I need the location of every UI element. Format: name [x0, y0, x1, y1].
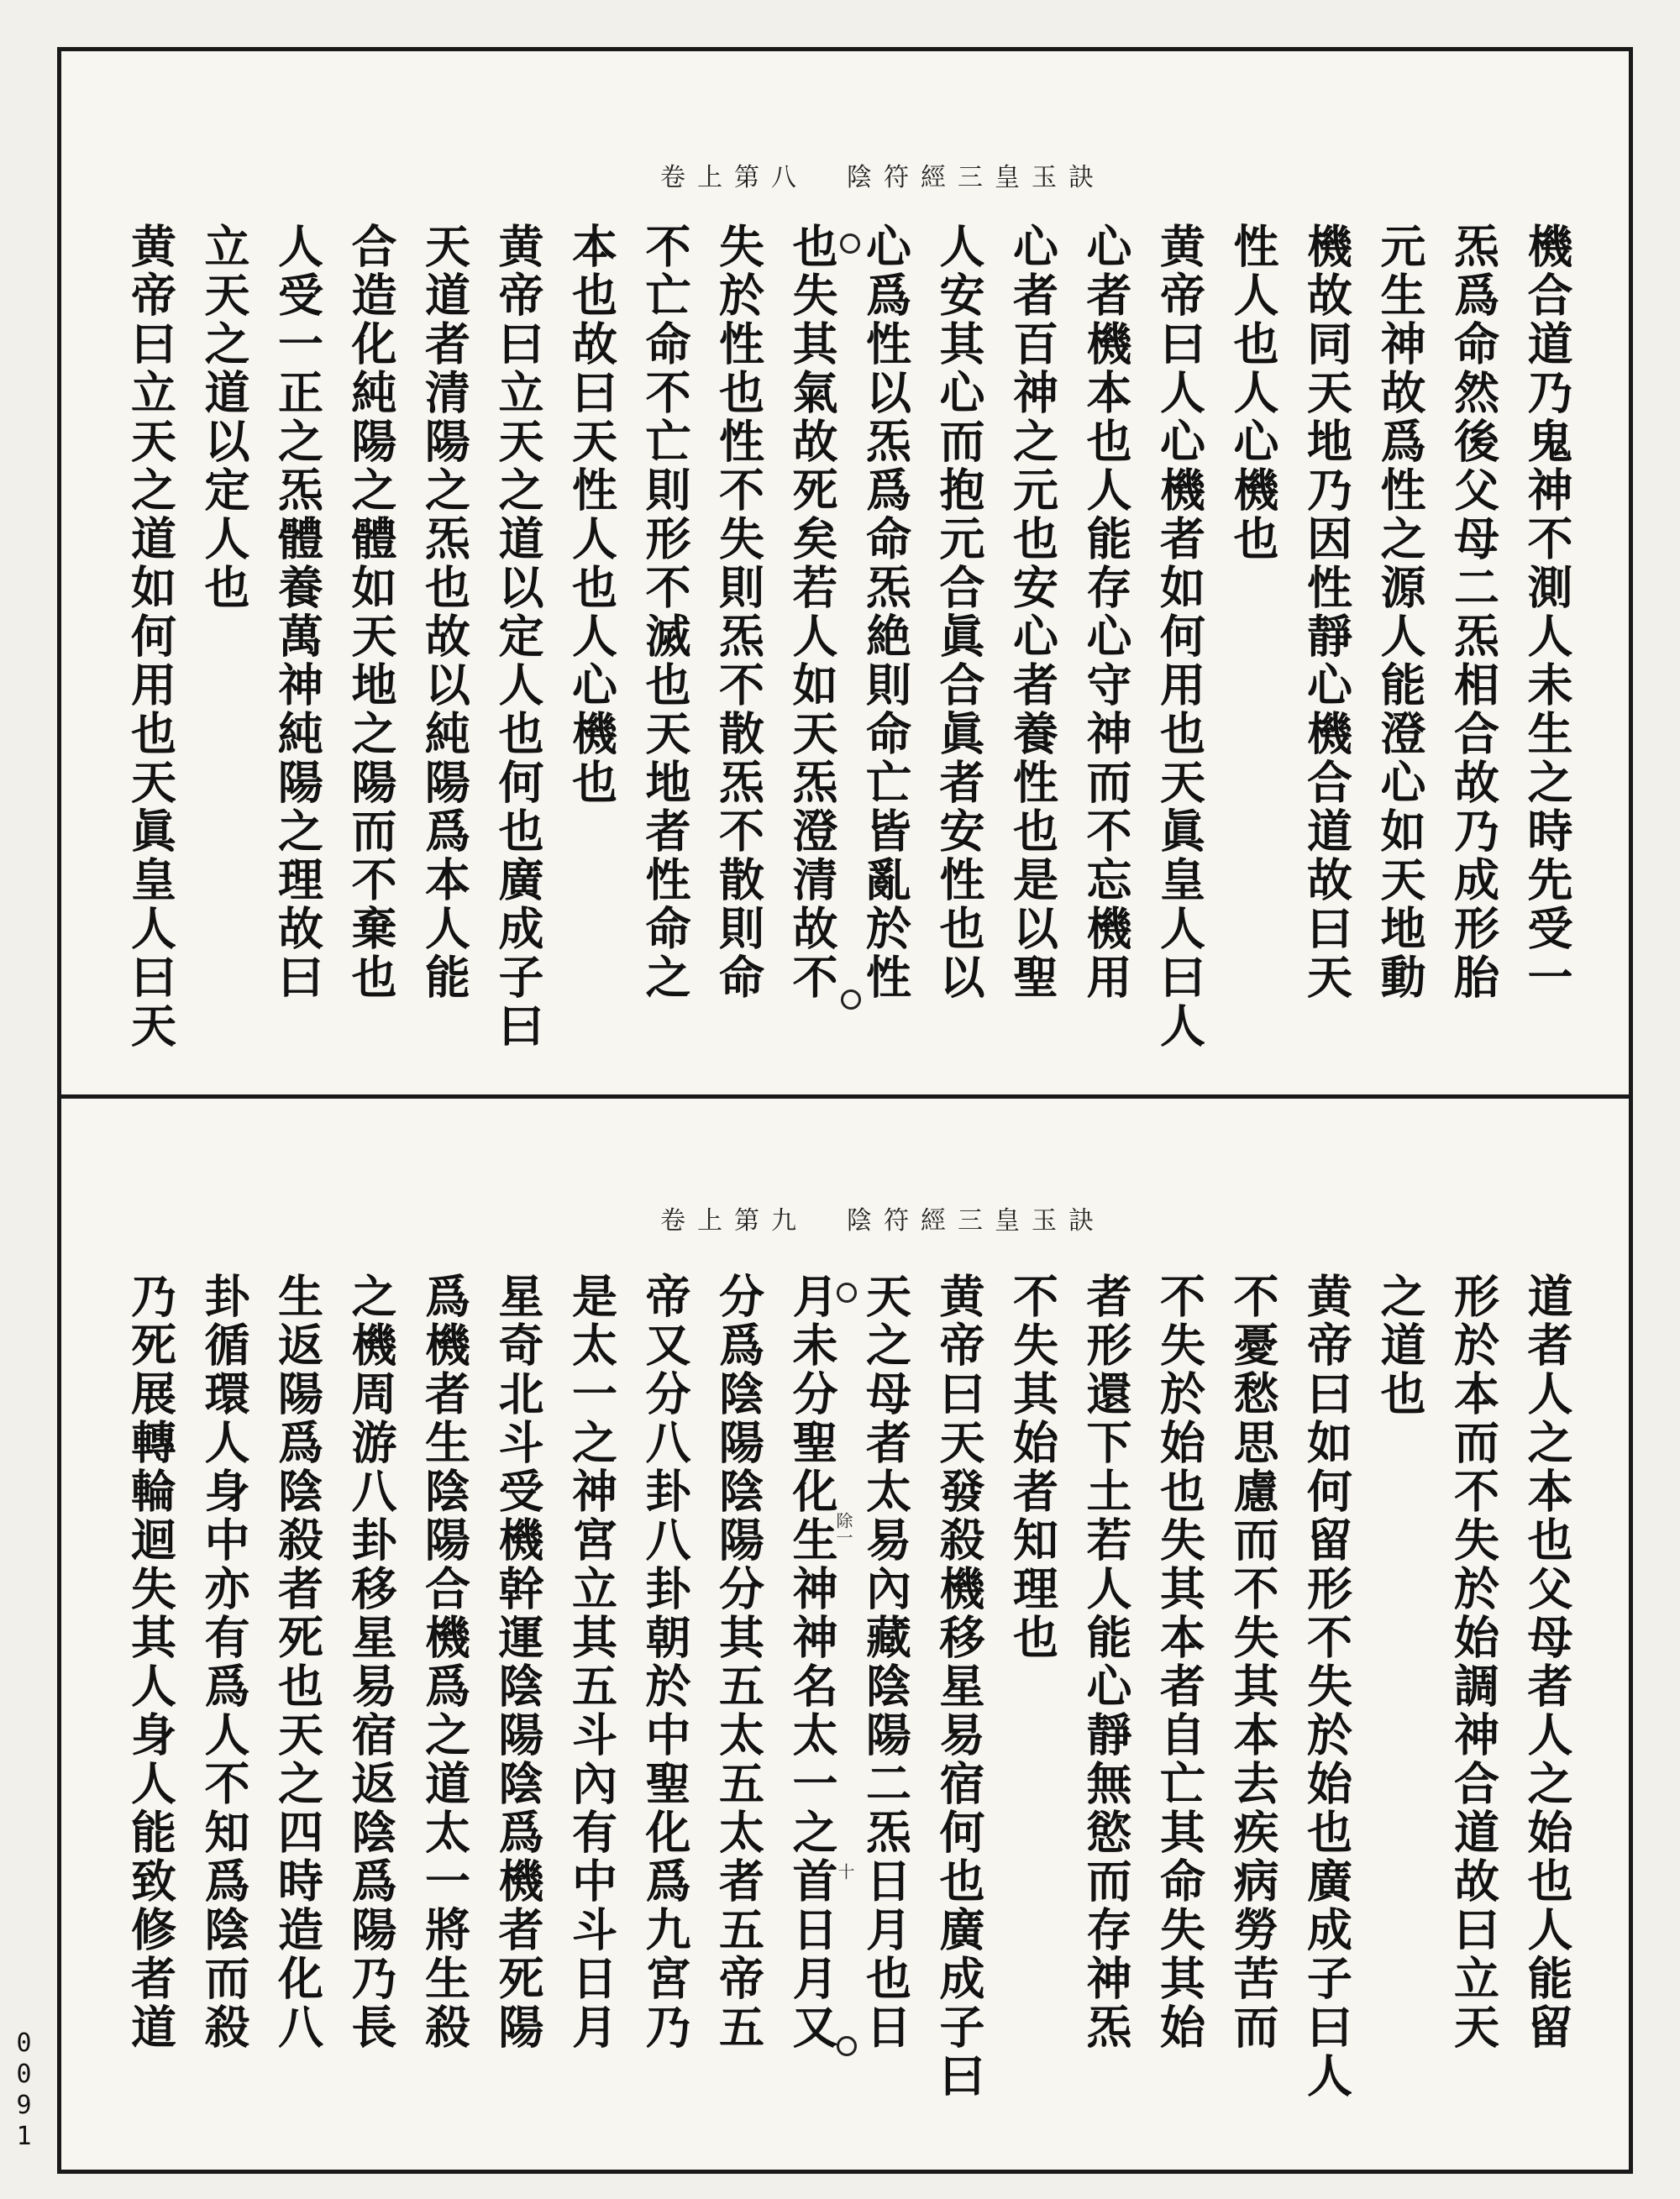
text-column: 失於性也性不失則炁不散炁不散則命	[711, 223, 766, 1002]
text-column: 心者機本也人能存心守神而不忘機用	[1079, 223, 1133, 1002]
text-column: 黄帝曰人心機者如何用也天眞皇人曰人	[1152, 223, 1207, 1051]
bottom-page-header	[660, 1199, 1105, 1236]
punctuation-circle	[840, 234, 860, 254]
text-column: 形於本而不失於始調神合道故曰立天	[1446, 1273, 1501, 2052]
text-column: 不失於始也失其本者自亡其命失其始	[1152, 1273, 1207, 2052]
text-column: 爲機者生陰陽合機爲之道太一將生殺	[417, 1273, 472, 2052]
text-column: 之機周游八卦移星易宿返陰爲陽乃長	[344, 1273, 398, 2052]
text-column: 是太一之神宮立其五斗內有中斗日月	[564, 1273, 619, 2052]
margin-note: 十	[835, 1863, 855, 1880]
page-number: 0091	[9, 2028, 39, 2153]
text-column: 乃死展轉輪迴失其人身人能致修者道	[123, 1273, 178, 2052]
text-column: 月未分聖化生神神名太一之首日月又	[785, 1273, 839, 2052]
text-column: 帝又分八卦八卦朝於中聖化爲九宮乃	[638, 1273, 692, 2052]
text-column: 天之母者太易內藏陰陽二炁日月也日	[858, 1273, 913, 2052]
text-column: 不亡命不亡則形不滅也天地者性命之	[638, 223, 692, 1002]
text-column: 之道也	[1373, 1273, 1427, 1419]
text-column: 機故同天地乃因性靜心機合道故曰天	[1299, 223, 1354, 1002]
text-column: 黄帝曰如何留形不失於始也廣成子曰人	[1299, 1273, 1354, 2101]
bottom-page-title: 陰符經三皇玉訣	[847, 1206, 1105, 1236]
text-column: 天道者清陽之炁也故以純陽爲本人能	[417, 223, 472, 1002]
text-column: 炁爲命然後父母二炁相合故乃成形胎	[1446, 223, 1501, 1002]
text-column: 性人也人心機也	[1226, 223, 1280, 564]
page-divider	[57, 1094, 1633, 1099]
text-column: 心爲性以炁爲命炁絶則命亡皆亂於性	[858, 223, 913, 1002]
text-column: 人受一正之炁體養萬神純陽之理故曰	[270, 223, 325, 1002]
text-column: 元生神故爲性之源人能澄心如天地動	[1373, 223, 1427, 1002]
text-column: 機合道乃鬼神不測人未生之時先受一	[1520, 223, 1574, 1002]
text-column: 人安其心而抱元合眞合眞者安性也以	[932, 223, 986, 1002]
text-column: 黄帝曰立天之道如何用也天眞皇人曰天	[123, 223, 178, 1051]
text-column: 卦循環人身中亦有爲人不知爲陰而殺	[197, 1273, 251, 2052]
text-column: 道者人之本也父母者人之始也人能留	[1520, 1273, 1574, 2052]
text-column: 合造化純陽之體如天地之陽而不棄也	[344, 223, 398, 1002]
text-column: 生返陽爲陰殺者死也天之四時造化八	[270, 1273, 325, 2052]
punctuation-circle	[837, 2036, 857, 2056]
margin-note: 除一	[833, 1512, 853, 1546]
text-column: 本也故曰天性人也人心機也	[564, 223, 619, 807]
top-page-title: 陰符經三皇玉訣	[847, 163, 1105, 192]
text-column: 黄帝曰立天之道以定人也何也廣成子曰	[491, 223, 545, 1051]
punctuation-circle	[841, 989, 861, 1010]
text-column: 星奇北斗受機幹運陰陽陰爲機者死陽	[491, 1273, 545, 2052]
text-column: 黄帝曰天發殺機移星易宿何也廣成子曰	[932, 1273, 986, 2101]
text-column: 不憂愁思慮而不失其本去疾病勞苦而	[1226, 1273, 1280, 2052]
text-column: 分爲陰陽陰陽分其五太五太者五帝五	[711, 1273, 766, 2052]
text-column: 也失其氣故死矣若人如天炁澄清故不	[785, 223, 839, 1002]
bottom-page-volume: 卷上第九	[660, 1206, 808, 1236]
text-column: 者形還下土若人能心靜無慾而存神炁	[1079, 1273, 1133, 2052]
top-page-header	[660, 156, 1105, 193]
punctuation-circle	[837, 1283, 857, 1303]
text-column: 立天之道以定人也	[197, 223, 251, 612]
text-column: 心者百神之元也安心者養性也是以聖	[1005, 223, 1060, 1002]
text-column: 不失其始者知理也	[1005, 1273, 1060, 1662]
top-page-volume: 卷上第八	[660, 163, 808, 192]
